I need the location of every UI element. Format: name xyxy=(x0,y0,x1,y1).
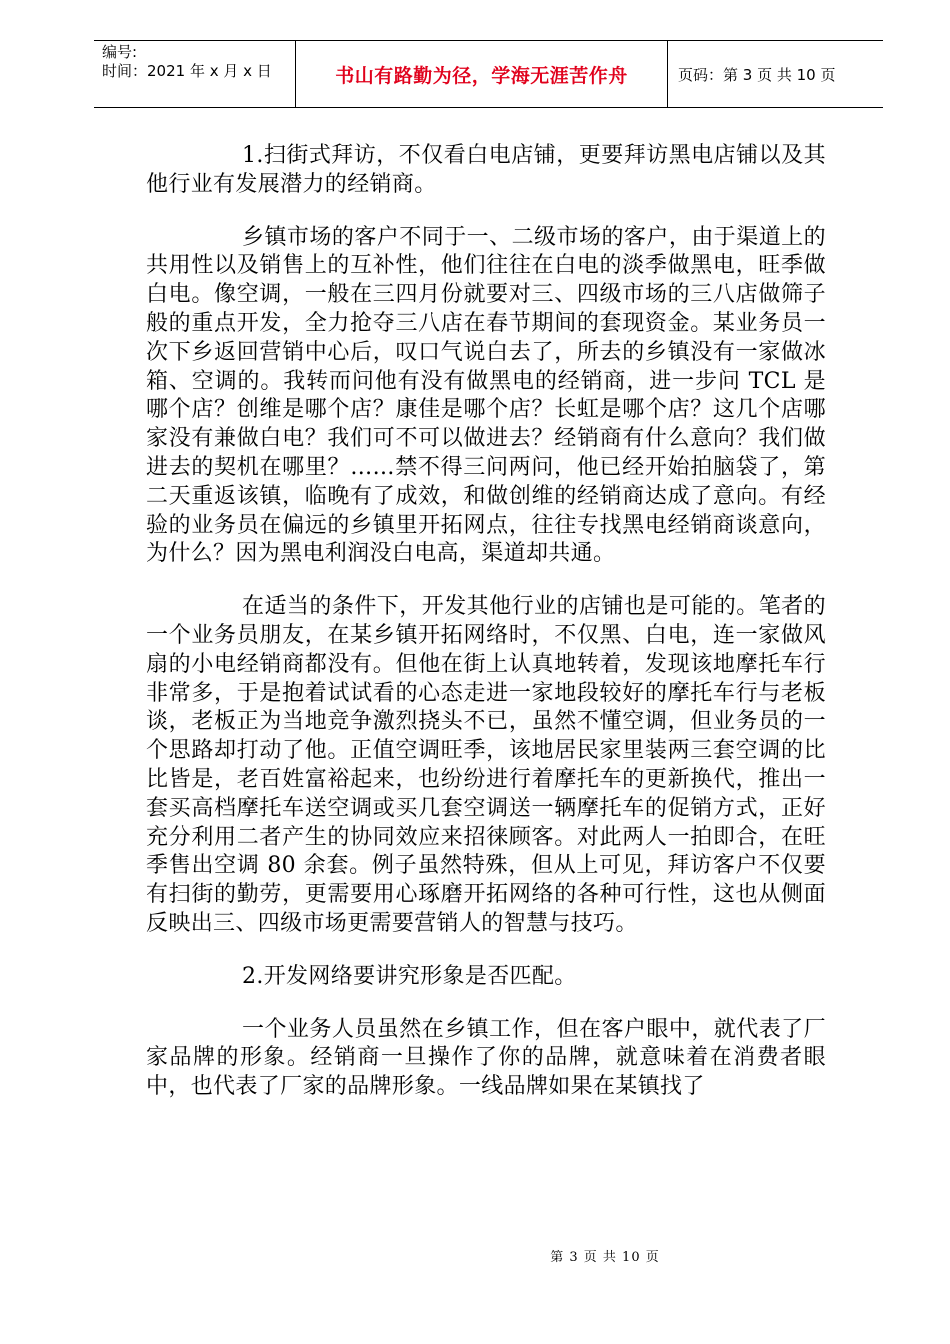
header-motto: 书山有路勤为径，学海无涯苦作舟 xyxy=(335,64,628,87)
document-date: 时间：2021 年 x 月 x 日 xyxy=(102,62,272,80)
page-header xyxy=(94,40,883,108)
header-meta xyxy=(94,41,295,107)
header-page-info: 页码：第 3 页 共 10 页 xyxy=(678,65,836,84)
paragraph-2: 乡镇市场的客户不同于一、二级市场的客户，由于渠道上的共用性以及销售上的互补性，他们往往在白电的淡季做黑电，旺季做白电。像空调，一般在三四月份就要对三、四级市场的三八店做筛子般的重点开发，全力抢夺三八店在春节期间的套现资金。某业务员一次下乡返回营销中心后，叹口气说白去了，所去的乡镇没有一家做冰箱、空调的。我转而问他有没有做黑电的经销商，进一步问 TCL 是哪个店？创维是哪个店？康佳是哪个店？长虹是哪个店？这几个店哪家没有兼做白电？我们可不可以做进去？经销商有什么意向？我们做进去的契机在哪里？……禁不得三问两问，他已经开始拍脑袋了，第二天重返该镇，临晚有了成效，和做创维的经销商达成了意向。有经验的业务员在偏远的乡镇里开拓网点，往往专找黑电经销商谈意向，为什么？因为黑电利润没白电高，渠道却共通。 xyxy=(146,224,826,567)
page-footer xyxy=(0,1246,950,1265)
paragraph-5: 一个业务人员虽然在乡镇工作，但在客户眼中，就代表了厂家品牌的形象。经销商一旦操作了你的品牌，就意味着在消费者眼中，也代表了厂家的品牌形象。一线品牌如果在某镇找了 xyxy=(146,1016,826,1100)
footer-page-number: 第 3 页 共 10 页 xyxy=(550,1250,660,1265)
header-page-info-cell xyxy=(668,41,883,107)
paragraph-1: 1.扫街式拜访，不仅看白电店铺，更要拜访黑电店铺以及其他行业有发展潜力的经销商。 xyxy=(146,143,826,197)
document-body xyxy=(146,142,826,1126)
header-motto-cell xyxy=(295,41,668,107)
document-number-label: 编号: xyxy=(102,43,138,61)
paragraph-4: 2.开发网络要讲究形象是否匹配。 xyxy=(242,963,577,989)
paragraph-3: 在适当的条件下，开发其他行业的店铺也是可能的。笔者的一个业务员朋友，在某乡镇开拓网络时，不仅黑、白电，连一家做风扇的小电经销商都没有。但他在街上认真地转着，发现该地摩托车行非常多，于是抱着试试看的心态走进一家地段较好的摩托车行与老板谈，老板正为当地竞争激烈挠头不已，虽然不懂空调，但业务员的一个思路却打动了他。正值空调旺季，该地居民家里装两三套空调的比比皆是，老百姓富裕起来，也纷纷进行着摩托车的更新换代，推出一套买高档摩托车送空调或买几套空调送一辆摩托车的促销方式，正好充分利用二者产生的协同效应来招徕顾客。对此两人一拍即合，在旺季售出空调 80 余套。例子虽然特殊，但从上可见，拜访客户不仅要有扫街的勤劳，更需要用心琢磨开拓网络的各种可行性，这也从侧面反映出三、四级市场更需要营销人的智慧与技巧。 xyxy=(146,594,826,936)
